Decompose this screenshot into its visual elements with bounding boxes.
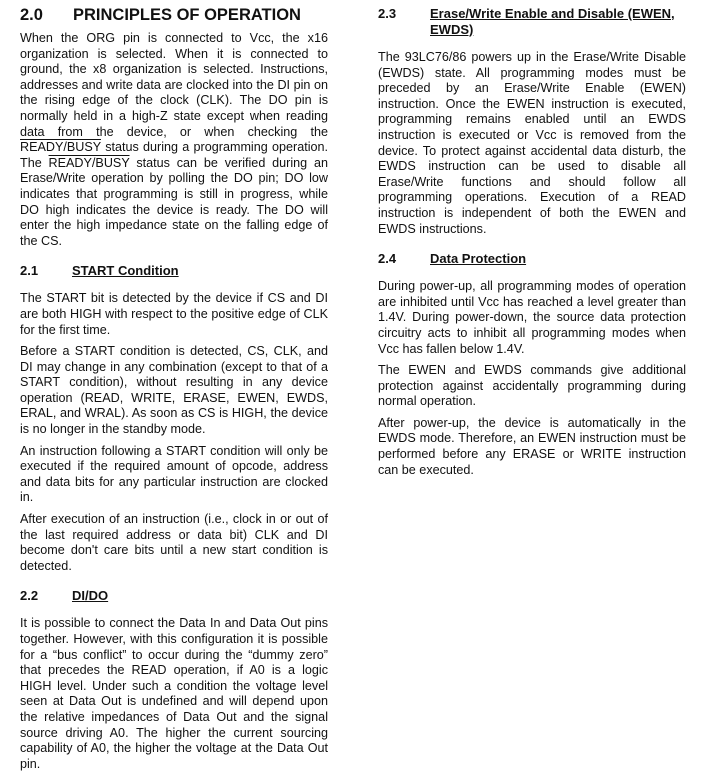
ready-busy-signal: READY/BUSY	[48, 155, 130, 170]
paragraph: After power-up, the device is automatically in the EWDS mode. Therefore, an EWEN instruction must be performed before any ERASE or WRITE instruction can be executed.	[378, 415, 686, 477]
paragraph: An instruction following a START condition will only be executed if the required amount of opcode, address and data bits for any particular instruction are clocked in.	[20, 443, 328, 505]
paragraph: During power-up, all programming modes of operation are inhibited until Vcc has reached a level greater than 1.4V. During power-down, the source data protection circuitry acts to inhibit all programming modes when Vcc has fallen below 1.4V.	[378, 279, 686, 356]
section-2-4-heading	[378, 251, 686, 267]
right-column	[378, 0, 686, 484]
left-column	[20, 0, 328, 778]
text: When the ORG pin is connected to Vcc, the x16 organization is selected. When it is connected to ground, the x8 organization is selected. Instructions, addresses and write data are clocked into the DI pin on the rising edge of the clock (CLK). The DO pin is normally held in a high-Z state except when reading data from the device, or when checking the	[20, 31, 328, 139]
section-title: DI/DO	[72, 588, 109, 604]
section-2-0-heading	[20, 6, 328, 25]
paragraph: Before a START condition is detected, CS, CLK, and DI may change in any combination (except to that of a START condition), without resulting in any device operation (READ, WRITE, ERASE, EWEN, EWDS, ERAL, and WRAL). As soon as CS is HIGH, the device is no longer in the standby mode.	[20, 344, 328, 437]
paragraph: The EWEN and EWDS commands give additional protection against accidentally programming during normal operation.	[378, 363, 686, 409]
section-title: Erase/Write Enable and Disable (EWEN, EWDS)	[430, 6, 675, 37]
text: status during a programming operation. The	[20, 140, 328, 170]
section-2-0-paragraph	[20, 31, 328, 249]
section-title: START Condition	[72, 263, 179, 279]
section-number: 2.1	[20, 263, 39, 279]
paragraph: It is possible to connect the Data In and Data Out pins together. However, with this configuration it is possible for a “bus conflict” to occur during the “dummy zero” that precedes the READ operation, if A0 is a logic HIGH level. Under such a condition the voltage level seen at Data Out is undefined and will depend upon the relative impedances of Data Out and the signal source driving A0. The higher the current sourcing capability of A0, the higher the voltage at the Data Out pin.	[20, 616, 328, 771]
text: status can be verified during an Erase/Write operation by polling the DO pin; DO low indicates that programming is still in progress, while DO high indicates the device is ready. The DO will enter the high impedance state on the falling edge of the CS.	[20, 155, 328, 248]
paragraph: After execution of an instruction (i.e., clock in or out of the last required address or data bit) CLK and DI become don't care bits until a new start condition is detected.	[20, 512, 328, 573]
paragraph: The START bit is detected by the device if CS and DI are both HIGH with respect to the positive edge of CLK for the first time.	[20, 291, 328, 337]
section-2-3-heading	[378, 6, 686, 38]
section-number: 2.2	[20, 588, 39, 604]
section-2-1-heading	[20, 263, 328, 279]
section-title: PRINCIPLES OF OPERATION	[73, 6, 301, 24]
section-number: 2.3	[378, 6, 397, 21]
paragraph: The 93LC76/86 powers up in the Erase/Write Disable (EWDS) state. All programming modes must be preceded by an Erase/Write Enable (EWEN) instruction. Once the EWEN instruction is executed, programming remains enabled until an EWDS instruction is executed or Vcc is removed from the device. To protect against accidental data disturb, the EWDS instruction can be used to disable all Erase/Write functions and should follow all programming operations. Execution of a READ instruction is independent of both the EWEN and EWDS instructions.	[378, 50, 686, 236]
section-title: Data Protection	[430, 251, 527, 267]
section-2-2-heading	[20, 588, 328, 604]
ready-busy-signal: READY/BUSY	[20, 140, 101, 155]
section-number: 2.0	[20, 6, 43, 24]
section-number: 2.4	[378, 251, 397, 267]
